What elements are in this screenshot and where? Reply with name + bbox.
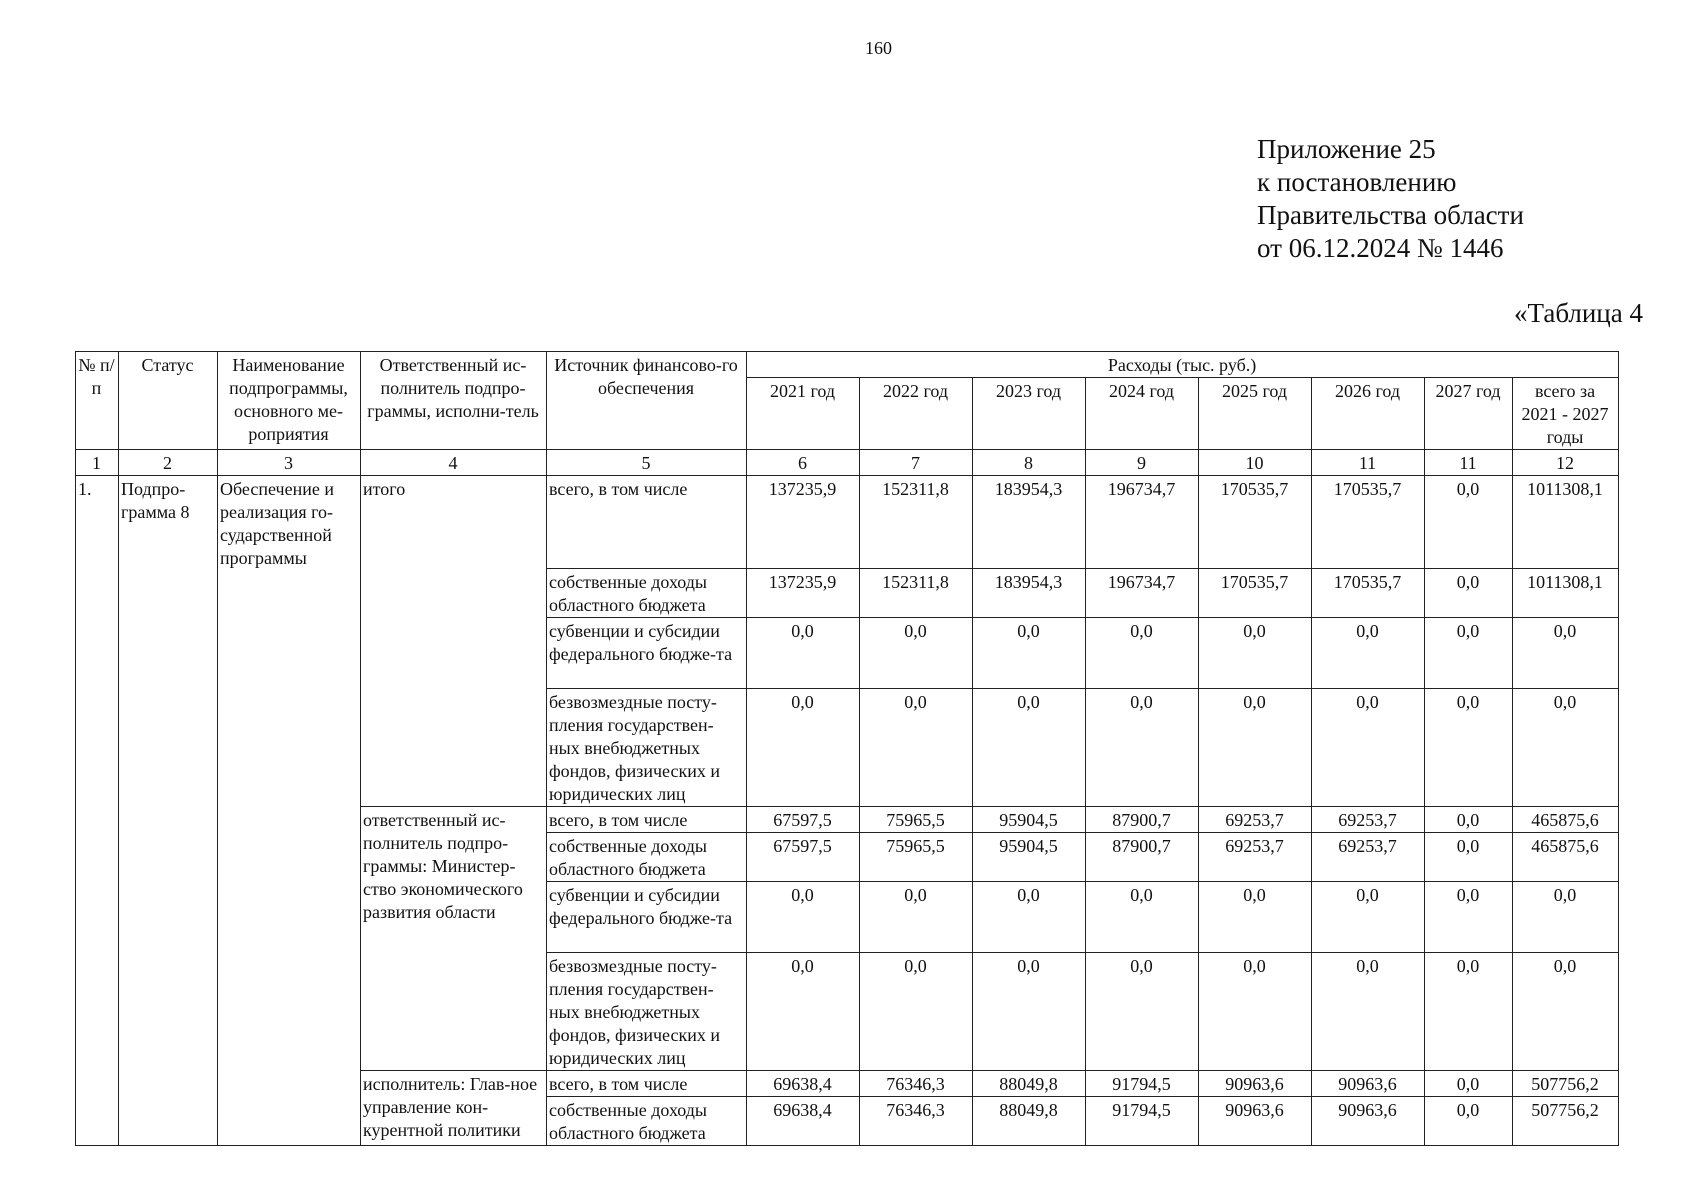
value-cell: 91794,5 <box>1086 1071 1199 1097</box>
year-header: 2023 год <box>973 378 1086 450</box>
value-cell: 0,0 <box>1513 689 1619 807</box>
value-cell: 0,0 <box>860 882 973 953</box>
value-cell: 0,0 <box>1425 833 1513 882</box>
appendix-line: к постановлению <box>1257 167 1457 197</box>
table-body <box>76 476 1619 1146</box>
value-cell: 95904,5 <box>973 833 1086 882</box>
value-cell: 0,0 <box>1312 953 1425 1071</box>
value-cell: 75965,5 <box>860 807 973 833</box>
value-cell: 69253,7 <box>1199 833 1312 882</box>
col-index: 9 <box>1086 450 1199 476</box>
year-header: 2021 год <box>747 378 860 450</box>
row-source: собственные доходы областного бюджета <box>547 1097 747 1146</box>
value-cell: 0,0 <box>1425 689 1513 807</box>
row-status: Подпро-грамма 8 <box>119 476 218 1146</box>
value-cell: 0,0 <box>747 953 860 1071</box>
value-cell: 465875,6 <box>1513 807 1619 833</box>
appendix-line: от 06.12.2024 № 1446 <box>1257 233 1504 263</box>
year-header-total: всего за 2021 - 2027 годы <box>1513 378 1619 450</box>
value-cell: 90963,6 <box>1312 1097 1425 1146</box>
row-source: всего, в том числе <box>547 476 747 569</box>
value-cell: 0,0 <box>1199 689 1312 807</box>
value-cell: 170535,7 <box>1312 476 1425 569</box>
value-cell: 0,0 <box>860 689 973 807</box>
row-source: собственные доходы областного бюджета <box>547 569 747 618</box>
col-index: 1 <box>76 450 119 476</box>
row-executor: исполнитель: Глав-ное управление кон-курентной политики <box>361 1071 547 1146</box>
value-cell: 0,0 <box>1199 953 1312 1071</box>
value-cell: 69638,4 <box>747 1071 860 1097</box>
col-index: 6 <box>747 450 860 476</box>
appendix-line: Приложение 25 <box>1257 134 1436 164</box>
value-cell: 87900,7 <box>1086 807 1199 833</box>
col-index: 5 <box>547 450 747 476</box>
value-cell: 76346,3 <box>860 1097 973 1146</box>
value-cell: 0,0 <box>1086 953 1199 1071</box>
expenses-table <box>75 351 1619 1146</box>
header-status: Статус <box>119 352 218 450</box>
value-cell: 1011308,1 <box>1513 476 1619 569</box>
value-cell: 465875,6 <box>1513 833 1619 882</box>
value-cell: 0,0 <box>973 618 1086 689</box>
value-cell: 0,0 <box>973 882 1086 953</box>
col-index: 8 <box>973 450 1086 476</box>
value-cell: 0,0 <box>1425 882 1513 953</box>
value-cell: 0,0 <box>1086 689 1199 807</box>
value-cell: 0,0 <box>1312 618 1425 689</box>
year-header: 2026 год <box>1312 378 1425 450</box>
col-index: 12 <box>1513 450 1619 476</box>
value-cell: 0,0 <box>1425 953 1513 1071</box>
value-cell: 0,0 <box>1425 618 1513 689</box>
row-name: Обеспечение и реализация го-сударственной программы <box>218 476 361 1146</box>
value-cell: 69253,7 <box>1199 807 1312 833</box>
value-cell: 0,0 <box>1513 882 1619 953</box>
value-cell: 88049,8 <box>973 1097 1086 1146</box>
value-cell: 0,0 <box>1199 882 1312 953</box>
value-cell: 507756,2 <box>1513 1071 1619 1097</box>
value-cell: 137235,9 <box>747 476 860 569</box>
table-row <box>76 476 1619 569</box>
value-cell: 0,0 <box>973 953 1086 1071</box>
value-cell: 95904,5 <box>973 807 1086 833</box>
col-index: 11 <box>1312 450 1425 476</box>
table-title: «Таблица 4 <box>1514 298 1643 328</box>
col-index: 4 <box>361 450 547 476</box>
header-name: Наименование подпрограммы, основного ме-роприятия <box>218 352 361 450</box>
value-cell: 0,0 <box>1312 689 1425 807</box>
value-cell: 507756,2 <box>1513 1097 1619 1146</box>
header-source: Источник финансово-го обеспечения <box>547 352 747 450</box>
value-cell: 76346,3 <box>860 1071 973 1097</box>
value-cell: 0,0 <box>1425 476 1513 569</box>
value-cell: 196734,7 <box>1086 476 1199 569</box>
value-cell: 1011308,1 <box>1513 569 1619 618</box>
value-cell: 170535,7 <box>1199 476 1312 569</box>
value-cell: 152311,8 <box>860 569 973 618</box>
value-cell: 0,0 <box>973 689 1086 807</box>
value-cell: 87900,7 <box>1086 833 1199 882</box>
value-cell: 91794,5 <box>1086 1097 1199 1146</box>
value-cell: 0,0 <box>747 618 860 689</box>
year-header: 2027 год <box>1425 378 1513 450</box>
value-cell: 170535,7 <box>1312 569 1425 618</box>
row-number: 1. <box>76 476 119 1146</box>
value-cell: 0,0 <box>1199 618 1312 689</box>
row-source: субвенции и субсидии федерального бюдже-та <box>547 882 747 953</box>
value-cell: 152311,8 <box>860 476 973 569</box>
value-cell: 67597,5 <box>747 807 860 833</box>
year-header: 2022 год <box>860 378 973 450</box>
value-cell: 0,0 <box>1425 1071 1513 1097</box>
row-executor: ответственный ис-полнитель подпро-граммы: Министер-ство экономического развития области <box>361 807 547 1071</box>
row-source: всего, в том числе <box>547 807 747 833</box>
value-cell: 183954,3 <box>973 476 1086 569</box>
appendix-header <box>1257 133 1524 265</box>
page-number: 160 <box>865 38 892 58</box>
row-source: собственные доходы областного бюджета <box>547 833 747 882</box>
row-source: безвозмездные посту-пления государствен-ных внебюджетных фондов, физических и юридических лиц <box>547 689 747 807</box>
value-cell: 90963,6 <box>1312 1071 1425 1097</box>
value-cell: 88049,8 <box>973 1071 1086 1097</box>
row-source: субвенции и субсидии федерального бюдже-та <box>547 618 747 689</box>
year-header: 2025 год <box>1199 378 1312 450</box>
value-cell: 0,0 <box>860 953 973 1071</box>
value-cell: 0,0 <box>1312 882 1425 953</box>
year-header: 2024 год <box>1086 378 1199 450</box>
header-num: № п/п <box>76 352 119 450</box>
value-cell: 69253,7 <box>1312 807 1425 833</box>
value-cell: 69253,7 <box>1312 833 1425 882</box>
header-executor: Ответственный ис-полнитель подпро-граммы, исполни-тель <box>361 352 547 450</box>
col-index: 7 <box>860 450 973 476</box>
value-cell: 0,0 <box>1425 569 1513 618</box>
value-cell: 0,0 <box>1513 953 1619 1071</box>
col-index: 11 <box>1425 450 1513 476</box>
appendix-line: Правительства области <box>1257 200 1524 230</box>
value-cell: 0,0 <box>747 882 860 953</box>
value-cell: 0,0 <box>747 689 860 807</box>
column-index-row <box>76 450 1619 476</box>
value-cell: 75965,5 <box>860 833 973 882</box>
value-cell: 0,0 <box>1513 618 1619 689</box>
row-executor: итого <box>361 476 547 807</box>
value-cell: 67597,5 <box>747 833 860 882</box>
value-cell: 137235,9 <box>747 569 860 618</box>
col-index: 2 <box>119 450 218 476</box>
row-source: всего, в том числе <box>547 1071 747 1097</box>
value-cell: 69638,4 <box>747 1097 860 1146</box>
col-index: 3 <box>218 450 361 476</box>
col-index: 10 <box>1199 450 1312 476</box>
value-cell: 183954,3 <box>973 569 1086 618</box>
value-cell: 196734,7 <box>1086 569 1199 618</box>
value-cell: 0,0 <box>1425 807 1513 833</box>
row-source: безвозмездные посту-пления государствен-ных внебюджетных фондов, физических и юридических лиц <box>547 953 747 1071</box>
value-cell: 90963,6 <box>1199 1071 1312 1097</box>
value-cell: 0,0 <box>1425 1097 1513 1146</box>
value-cell: 0,0 <box>1086 618 1199 689</box>
value-cell: 170535,7 <box>1199 569 1312 618</box>
value-cell: 0,0 <box>860 618 973 689</box>
value-cell: 0,0 <box>1086 882 1199 953</box>
header-expenses: Расходы (тыс. руб.) <box>747 352 1619 378</box>
value-cell: 90963,6 <box>1199 1097 1312 1146</box>
